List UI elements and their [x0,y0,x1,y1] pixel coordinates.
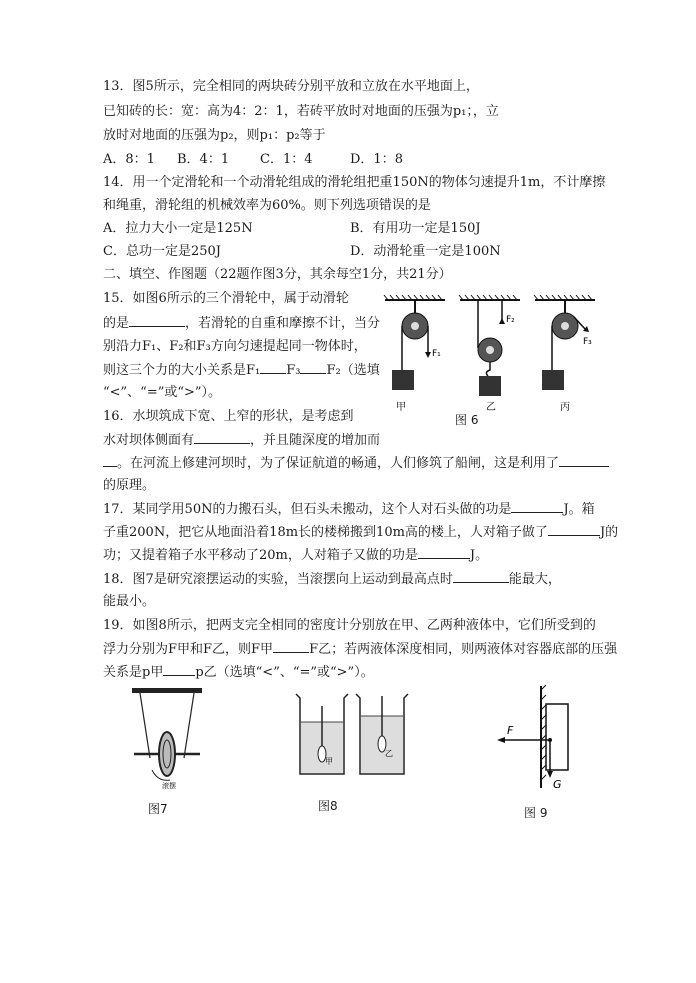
q15-blank-1[interactable] [129,314,185,327]
q13-option-b: B．4：1 [177,152,230,167]
flywheel [159,732,175,776]
q18-line1: 18．图7是研究滚摆运动的实验，当滚摆向上运动到最高点时 能最大， [103,572,561,587]
q14-line2: 和绳重，滑轮组的机械效率为60%。则下列选项错误的是 [103,198,431,213]
q13-line2: 已知砖的长：宽：高为4：2：1，若砖平放时对地面的压强为p₁；，立 [103,104,499,119]
figure-8-caption: 图8 [318,799,338,813]
q16-blank-2[interactable] [103,454,117,467]
q18-blank-1[interactable] [453,570,509,583]
figure-7-caption: 图7 [148,802,168,816]
force-f-label: F [507,724,514,737]
q13-option-d: D．1：8 [350,152,403,167]
q15-line1: 15．如图6所示的三个滑轮中，属于动滑轮 [103,291,349,306]
q19-line2: 浮力分别为F甲和F乙，则F甲 F乙；若两液体深度相同，则两液体对容器底部的压强 [103,642,618,657]
q15-line2: 的是 ，若滑轮的自重和摩擦不计，当分 [103,316,381,331]
figure-6-caption: 图 6 [455,413,479,427]
q19-line3: 关系是p甲 p乙（选填“<”、“=”或“>”）。 [103,665,374,680]
figure-9-wall-block [495,682,575,792]
q13-option-a: A．8：1 [103,152,155,167]
q13-option-c: C．1：4 [260,152,313,167]
q19-blank-1[interactable] [273,640,309,653]
q16-line4: 的原理。 [103,478,156,493]
q17-line2: 子重200N，把它从地面沿着18m长的楼梯搬到10m高的楼上，人对箱子做了 J的 [103,525,619,540]
q15-blank-2[interactable] [260,361,286,374]
q16-line3: 。在河流上修建河坝时，为了保证航道的畅通，人们修筑了船闸，这是利用了 [103,454,609,473]
fig6-label-yi: 乙 [486,402,496,413]
figure-7-pendulum [128,686,206,796]
weight-block [392,370,414,390]
fig6-label-bing: 丙 [560,402,570,413]
q14-option-b: B．有用功一定是150J [350,221,481,236]
q14-option-c: C．总功一定是250J [103,244,221,259]
q17-line3: 功；又提着箱子水平移动了20m，人对箱子又做的功是 J。 [103,548,489,563]
fig8-label-jia: 甲 [325,757,333,766]
force-g-label: G [553,778,562,791]
fig6-label-jia: 甲 [396,402,406,413]
q13-line3: 放时对地面的压强为p₂，则p₁：p₂等于 [103,128,326,143]
force-f2-label: F₂ [506,315,515,325]
force-f3-label: F₃ [583,337,592,347]
q18-line2: 能最小。 [103,594,156,609]
figure-8-beakers [292,688,414,778]
q15-line5: “<”、“=”或“>”）。 [103,385,222,400]
q16-blank-3[interactable] [559,454,609,467]
q16-line1: 16．水坝筑成下宽、上窄的形状，是考虑到 [103,409,354,424]
q15-line4: 则这三个力的大小关系是F₁ F₃ F₂（选填 [103,363,380,378]
q13-line1: 13．图5所示，完全相同的两块砖分别平放和立放在水平地面上， [103,79,479,94]
q17-line1: 17．某同学用50N的力搬石头，但石头未搬动，这个人对石头做的功是 J。箱 [103,502,595,517]
q19-blank-2[interactable] [163,663,195,676]
fig8-label-yi: 乙 [385,749,393,758]
force-f1-label: F₁ [432,349,441,359]
figure-9-caption: 图 9 [524,806,548,820]
q17-blank-2[interactable] [548,523,600,536]
q14-line1: 14．用一个定滑轮和一个动滑轮组成的滑轮组把重150N的物体匀速提升1m，不计摩擦 [103,175,606,190]
q14-option-d: D．动滑轮重一定是100N [350,244,501,259]
q17-blank-3[interactable] [418,546,470,559]
ceiling-hatch [384,295,595,300]
q16-blank-1[interactable] [194,431,250,444]
q14-option-a: A．拉力大小一定是125N [103,221,253,236]
q19-line1: 19．如图8所示，把两支完全相同的密度计分别放在甲、乙两种液体中，它们所受到的 [103,618,596,633]
section-2-heading: 二、填空、作图题（22题作图3分，其余每空1分，共21分） [103,267,452,282]
q16-line2: 水对坝体侧面有 ，并且随深度的增加而 [103,433,381,448]
q17-blank-1[interactable] [511,500,563,513]
fig7-rolling-label: 滚摆 [162,782,176,790]
q15-line3: 别沿力F₁、F₂和F₃方向匀速提起同一物体时， [103,339,367,354]
q15-blank-3[interactable] [300,361,326,374]
figure-6-pulleys [380,292,600,427]
